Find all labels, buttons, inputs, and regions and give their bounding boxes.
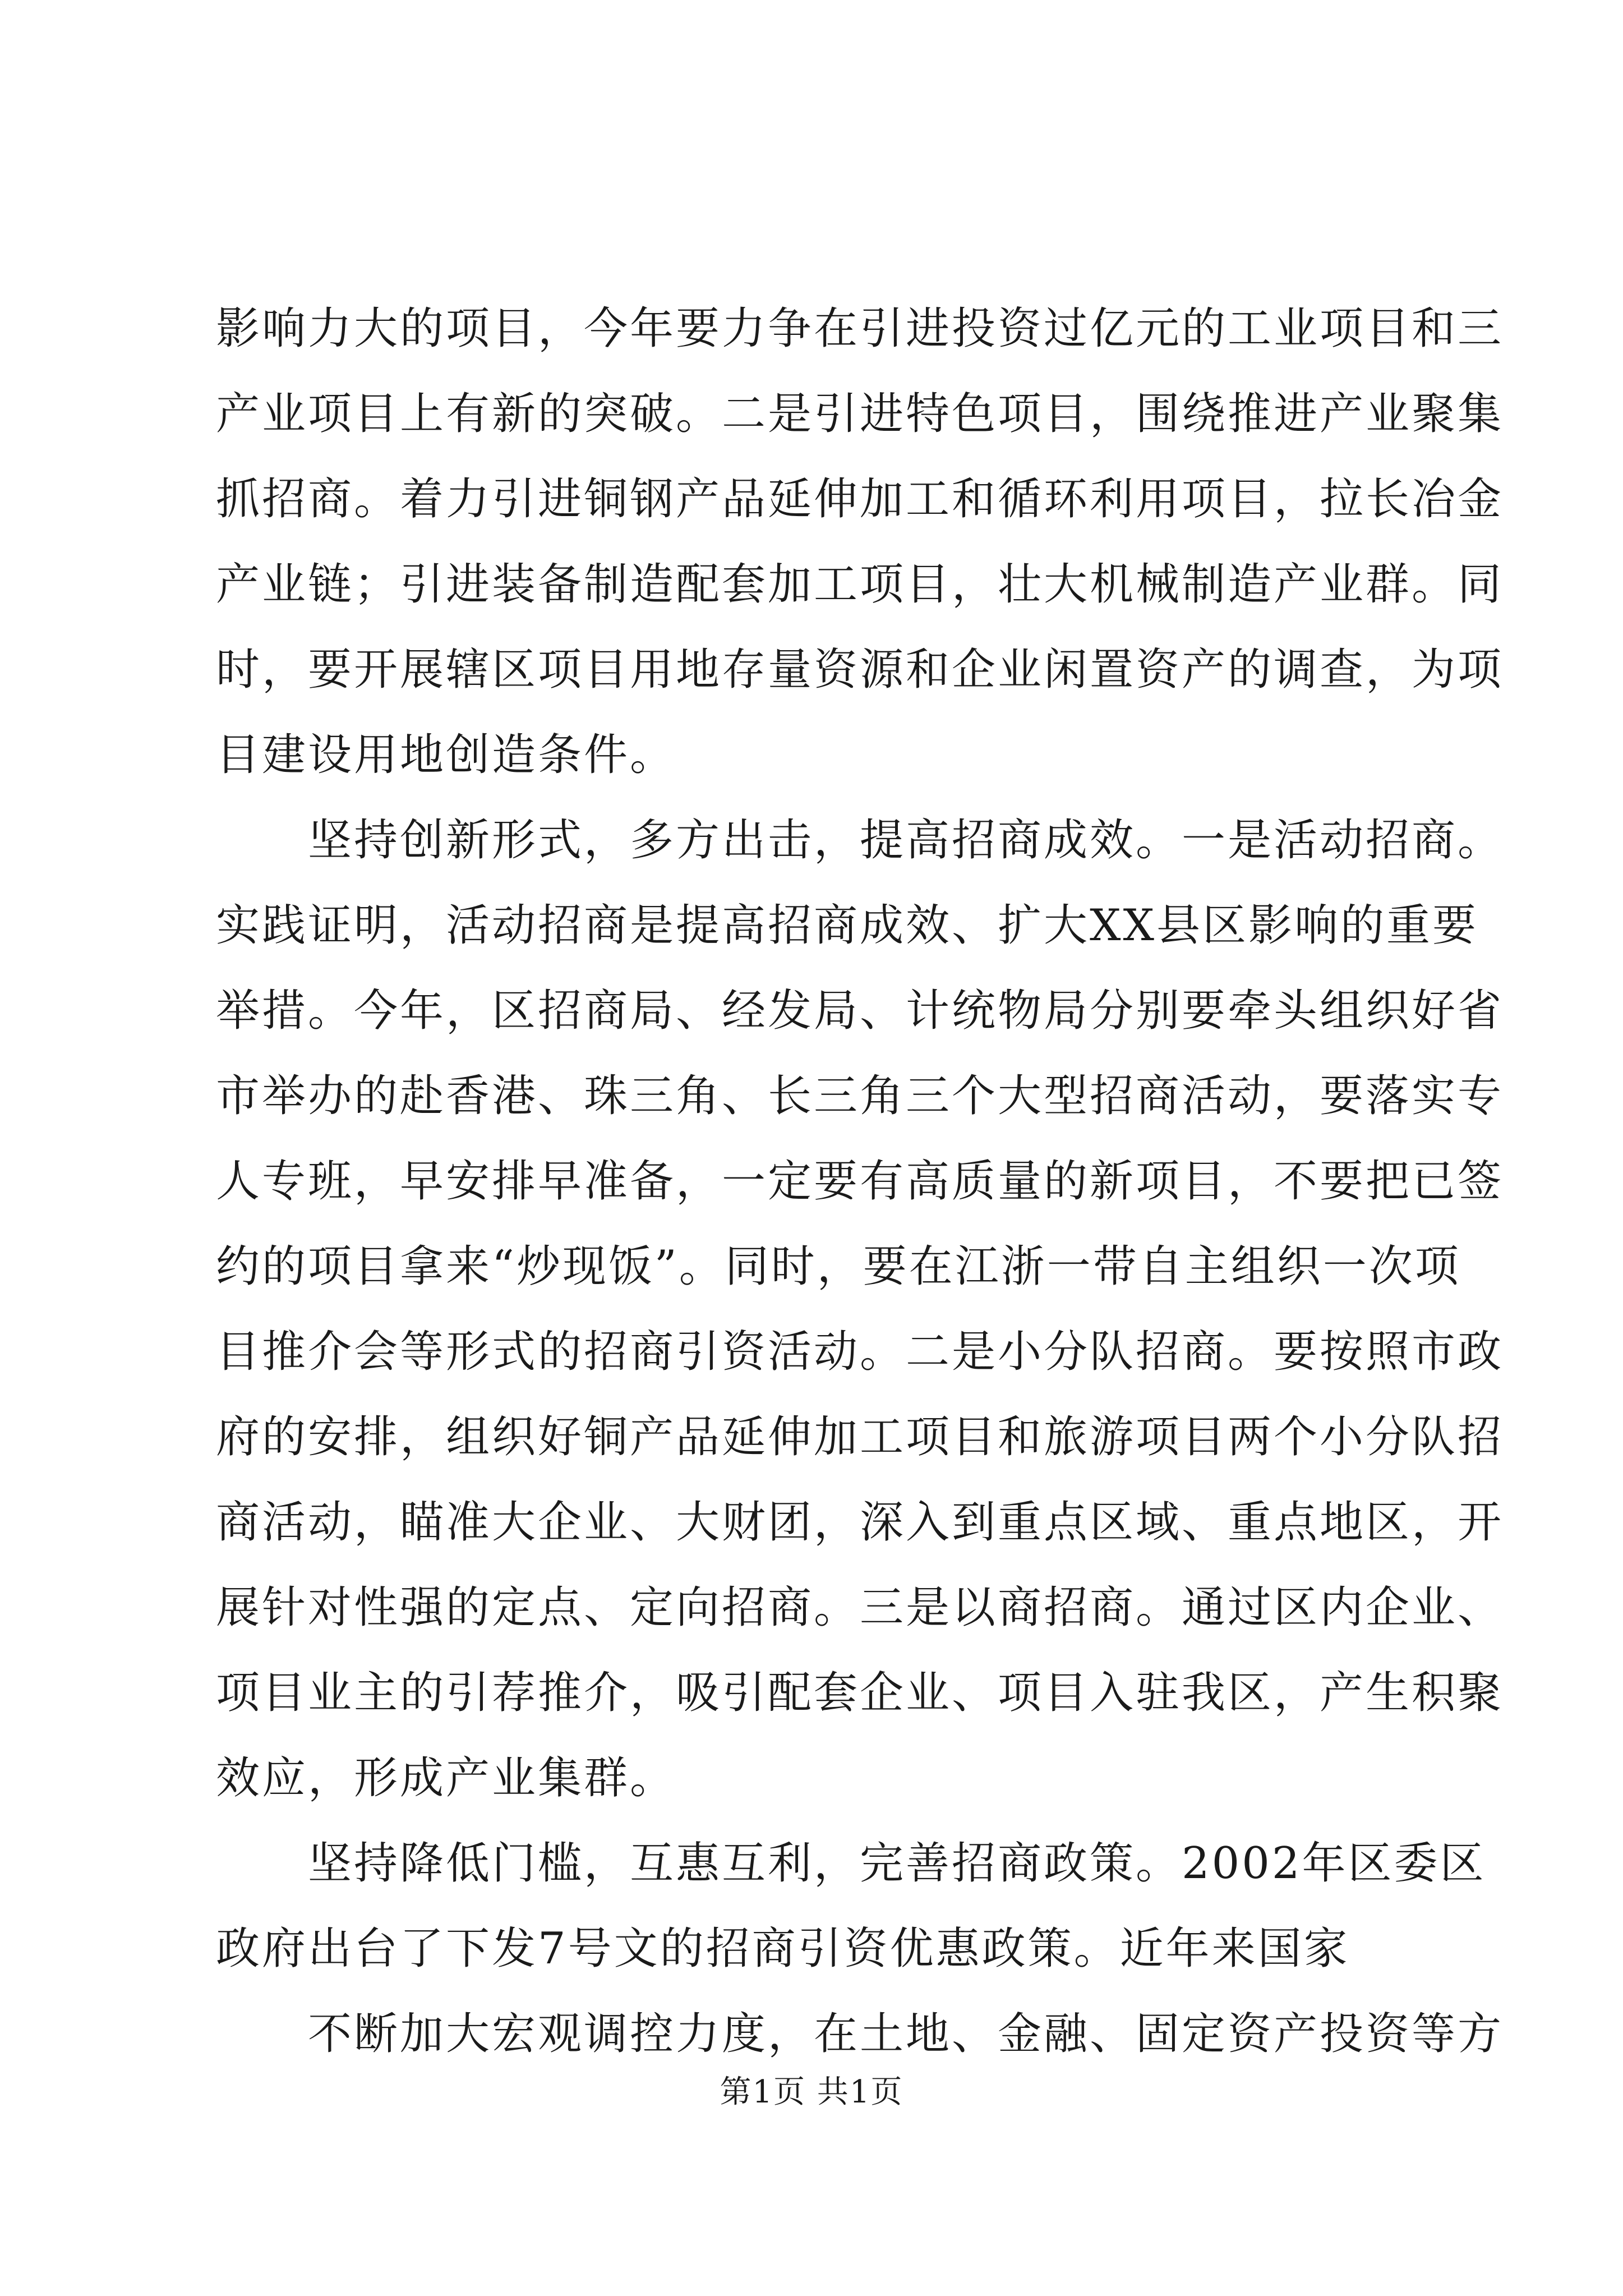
text-line: 产业项目上有新的突破。二是引进特色项目，围绕推进产业聚集 xyxy=(216,389,1504,439)
body-text xyxy=(216,286,1504,2077)
text-line: 坚持创新形式，多方出击，提高招商成效。一是活动招商。 xyxy=(216,815,1504,866)
text-line: 项目业主的引荐推介，吸引配套企业、项目入驻我区，产生积聚 xyxy=(216,1668,1504,1718)
text-line: 展针对性强的定点、定向招商。三是以商招商。通过区内企业、 xyxy=(216,1582,1504,1633)
text-line: 约的项目拿来“炒现饭”。同时，要在江浙一带自主组织一次项 xyxy=(216,1241,1461,1292)
text-line: 目建设用地创造条件。 xyxy=(216,730,676,780)
text-line: 不断加大宏观调控力度，在土地、金融、固定资产投资等方 xyxy=(216,2009,1504,2059)
text-line: 坚持降低门槛，互惠互利，完善招商政策。2002年区委区 xyxy=(216,1838,1486,1889)
text-line: 效应，形成产业集群。 xyxy=(216,1753,676,1803)
text-line: 影响力大的项目，今年要力争在引进投资过亿元的工业项目和三 xyxy=(216,303,1504,354)
text-line: 产业链；引进装备制造配套加工项目，壮大机械制造产业群。同 xyxy=(216,559,1504,610)
page-footer xyxy=(0,2070,1623,2115)
text-line: 府的安排，组织好铜产品延伸加工项目和旅游项目两个小分队招 xyxy=(216,1412,1504,1462)
text-line: 举措。今年，区招商局、经发局、计统物局分别要牵头组织好省 xyxy=(216,986,1504,1036)
text-line: 商活动，瞄准大企业、大财团，深入到重点区域、重点地区，开 xyxy=(216,1497,1504,1548)
text-line: 人专班，早安排早准备，一定要有高质量的新项目，不要把已签 xyxy=(216,1156,1504,1207)
text-line: 目推介会等形式的招商引资活动。二是小分队招商。要按照市政 xyxy=(216,1327,1504,1377)
text-line: 政府出台了下发7号文的招商引资优惠政策。近年来国家 xyxy=(216,1924,1350,1974)
text-line: 时，要开展辖区项目用地存量资源和企业闲置资产的调查，为项 xyxy=(216,645,1504,695)
page-number: 第1页 共1页 xyxy=(720,2074,903,2110)
text-line: 实践证明，活动招商是提高招商成效、扩大XX县区影响的重要 xyxy=(216,900,1479,951)
text-line: 抓招商。着力引进铜钢产品延伸加工和循环利用项目，拉长冶金 xyxy=(216,474,1504,524)
text-line: 市举办的赴香港、珠三角、长三角三个大型招商活动，要落实专 xyxy=(216,1071,1504,1121)
